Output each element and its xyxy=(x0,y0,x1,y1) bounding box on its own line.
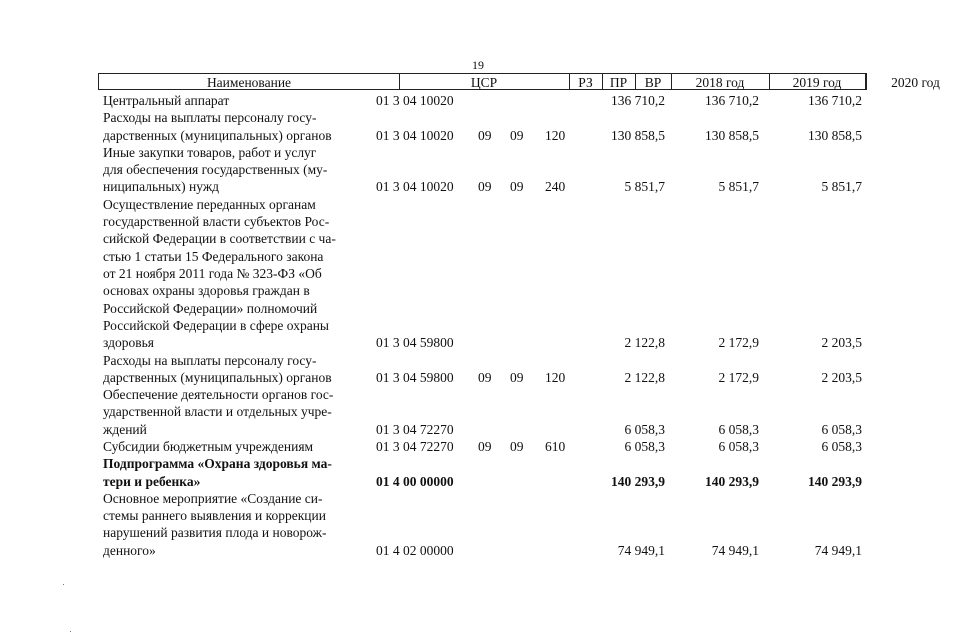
header-rz: РЗ xyxy=(578,75,593,90)
row-name xyxy=(103,196,353,352)
row-name xyxy=(103,490,353,559)
row-csr: 01 3 04 10020 xyxy=(376,127,454,143)
header-name: Наименование xyxy=(206,75,292,90)
row-2020: 6 058,3 xyxy=(821,439,862,454)
row-2018: 136 710,2 xyxy=(611,93,665,108)
row-vr: 240 xyxy=(545,179,566,195)
table-row xyxy=(0,455,905,490)
row-vr: 120 xyxy=(545,369,566,385)
row-pr: 09 xyxy=(510,179,524,195)
table-row xyxy=(0,352,905,387)
row-2018: 74 949,1 xyxy=(617,542,665,558)
row-name xyxy=(103,144,353,196)
scan-speck xyxy=(70,631,71,632)
row-csr: 01 3 04 10020 xyxy=(376,93,454,108)
row-2020: 5 851,7 xyxy=(821,179,862,195)
row-2020: 2 203,5 xyxy=(821,335,862,351)
row-csr: 01 4 02 00000 xyxy=(376,542,454,558)
row-2019: 6 058,3 xyxy=(718,439,759,454)
row-pr: 09 xyxy=(510,369,524,385)
row-vr: 610 xyxy=(545,439,566,454)
row-name xyxy=(103,386,353,438)
row-2019: 140 293,9 xyxy=(705,473,759,489)
header-2020: 2020 год xyxy=(891,75,940,90)
row-2018: 2 122,8 xyxy=(624,369,665,385)
row-name-line: Иные закупки товаров, работ и услуг xyxy=(103,144,317,160)
row-name-line: Российской Федерации в сфере охраны xyxy=(103,317,329,333)
row-name-line: Расходы на выплаты персоналу госу- xyxy=(103,110,317,126)
table-row xyxy=(0,109,905,144)
table-row xyxy=(0,144,905,196)
row-name xyxy=(103,92,353,109)
row-2018: 2 122,8 xyxy=(624,335,665,351)
header-csr: ЦСР xyxy=(470,75,498,90)
row-csr: 01 3 04 10020 xyxy=(376,179,454,195)
row-pr: 09 xyxy=(510,439,524,454)
row-2020: 6 058,3 xyxy=(821,421,862,437)
row-2018: 6 058,3 xyxy=(624,421,665,437)
row-csr: 01 3 04 72270 xyxy=(376,439,454,454)
row-name-line: дарственных (муниципальных) органов xyxy=(103,127,332,143)
row-name-line: денного» xyxy=(103,542,156,558)
table-header xyxy=(98,73,940,90)
row-pr: 09 xyxy=(510,127,524,143)
row-vr: 120 xyxy=(545,127,566,143)
row-rz: 09 xyxy=(478,127,492,143)
row-rz: 09 xyxy=(478,179,492,195)
table-row xyxy=(0,386,905,438)
row-name-line: ждений xyxy=(103,421,147,437)
row-name-line: сийской Федерации в соответствии с ча- xyxy=(103,231,336,247)
row-2018: 6 058,3 xyxy=(624,439,665,454)
row-name-line: ударственной власти и отдельных учре- xyxy=(103,404,332,420)
row-name-line: стью 1 статьи 15 Федерального закона xyxy=(103,248,324,264)
row-name-line: государственной власти субъектов Рос- xyxy=(103,214,330,230)
row-2020: 136 710,2 xyxy=(808,93,862,108)
header-pr: ПР xyxy=(609,75,628,90)
row-csr: 01 4 00 00000 xyxy=(376,473,454,489)
row-name-line: Российской Федерации» полномочий xyxy=(103,300,318,316)
row-2019: 74 949,1 xyxy=(711,542,759,558)
row-name-line: здоровья xyxy=(103,335,154,351)
row-2019: 6 058,3 xyxy=(718,421,759,437)
row-2020: 2 203,5 xyxy=(821,369,862,385)
table-row xyxy=(0,196,905,352)
row-name-line: для обеспечения государственных (му- xyxy=(103,162,328,178)
row-2020: 74 949,1 xyxy=(814,542,862,558)
table-row xyxy=(0,92,905,109)
row-name xyxy=(103,438,353,455)
row-name-line: от 21 ноября 2011 года № 323-ФЗ «Об xyxy=(103,265,322,281)
row-name-line: Осуществление переданных органам xyxy=(103,196,316,212)
row-name-line: тери и ребенка» xyxy=(103,473,201,489)
row-name xyxy=(103,455,353,490)
row-2020: 140 293,9 xyxy=(808,473,862,489)
row-name-line: Центральный аппарат xyxy=(103,93,230,108)
row-2019: 2 172,9 xyxy=(718,369,759,385)
row-2019: 5 851,7 xyxy=(718,179,759,195)
row-name-line: Расходы на выплаты персоналу госу- xyxy=(103,352,317,368)
row-2018: 130 858,5 xyxy=(611,127,665,143)
row-name-line: Основное мероприятие «Создание си- xyxy=(103,490,323,506)
row-name xyxy=(103,109,353,144)
row-name-line: Субсидии бюджетным учреждениям xyxy=(103,439,314,454)
header-vr: ВР xyxy=(644,75,662,90)
table-row xyxy=(0,438,905,455)
row-csr: 01 3 04 59800 xyxy=(376,335,454,351)
row-csr: 01 3 04 59800 xyxy=(376,369,454,385)
table-row xyxy=(0,490,905,559)
header-2019: 2019 год xyxy=(792,75,842,90)
row-name xyxy=(103,352,353,387)
row-name-line: Обеспечение деятельности органов гос- xyxy=(103,387,334,403)
page-number: 19 xyxy=(472,58,484,72)
row-2019: 136 710,2 xyxy=(705,93,759,108)
header-2018: 2018 год xyxy=(695,75,745,90)
row-2019: 130 858,5 xyxy=(705,127,759,143)
row-name-line: ниципальных) нужд xyxy=(103,179,220,195)
row-2020: 130 858,5 xyxy=(808,127,862,143)
row-2018: 5 851,7 xyxy=(624,179,665,195)
row-name-line: стемы раннего выявления и коррекции xyxy=(103,508,326,524)
row-rz: 09 xyxy=(478,439,492,454)
row-name-line: дарственных (муниципальных) органов xyxy=(103,369,332,385)
scan-speck xyxy=(63,584,64,585)
row-name-line: Подпрограмма «Охрана здоровья ма- xyxy=(103,456,332,472)
row-name-line: основах охраны здоровья граждан в xyxy=(103,283,310,299)
row-2019: 2 172,9 xyxy=(718,335,759,351)
row-2018: 140 293,9 xyxy=(611,473,665,489)
row-csr: 01 3 04 72270 xyxy=(376,421,454,437)
row-rz: 09 xyxy=(478,369,492,385)
row-name-line: нарушений развития плода и новорож- xyxy=(103,525,327,541)
